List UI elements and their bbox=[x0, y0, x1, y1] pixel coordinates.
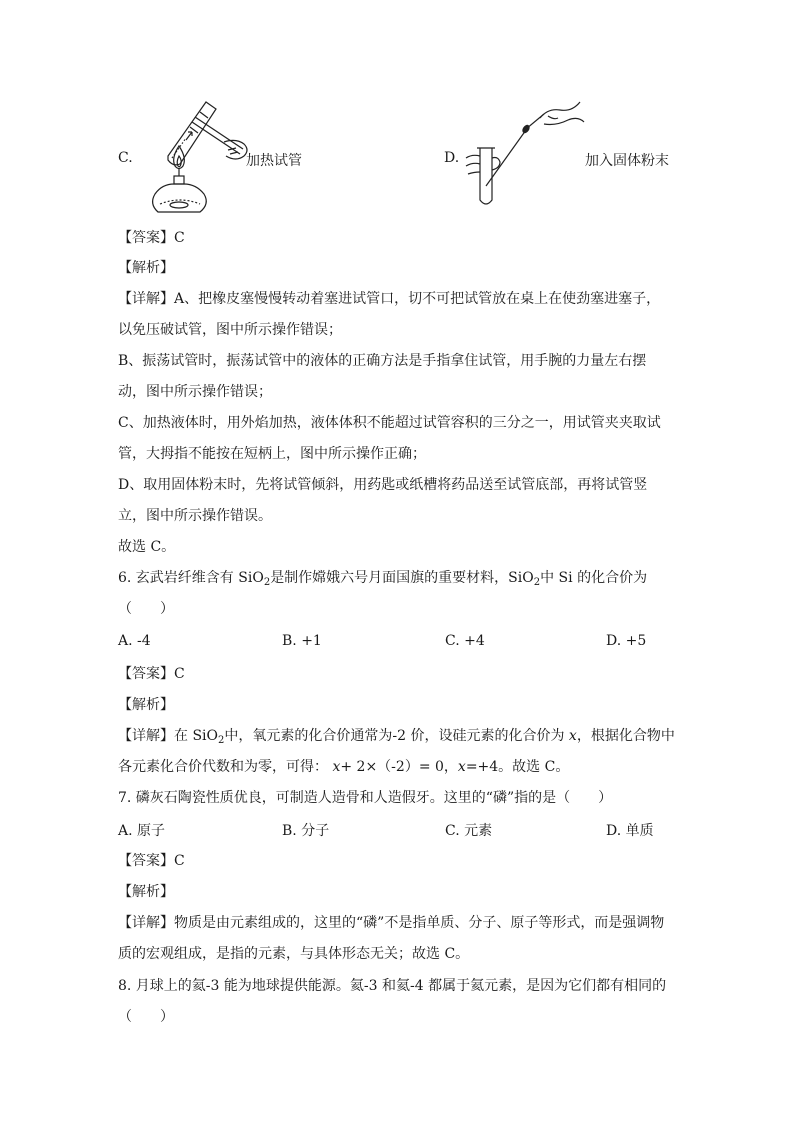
q5-analysis-heading: 【解析】 bbox=[118, 260, 174, 276]
option-d-caption: 加入固体粉末 bbox=[585, 153, 669, 169]
q6-option-d: D. +5 bbox=[606, 633, 647, 649]
q6-option-a: A. -4 bbox=[118, 633, 151, 649]
q5-c-line-2: 管，大拇指不能按在短柄上，图中所示操作正确； bbox=[118, 446, 426, 462]
q6-detail-line-2: 各元素化合价代数和为零，可得： x+ 2×（-2）= 0，x=+4。故选 C。 bbox=[118, 759, 570, 775]
q6-option-c: C. +4 bbox=[445, 633, 485, 649]
q5-c-line-1: C、加热液体时，用外焰加热，液体体积不能超过试管容积的三分之一，用试管夹夹取试 bbox=[118, 415, 661, 431]
q5-d-line-2: 立，图中所示操作错误。 bbox=[118, 508, 272, 524]
q5-answer: 【答案】C bbox=[118, 230, 185, 246]
q7-option-a: A. 原子 bbox=[118, 823, 166, 839]
q7-stem: 7. 磷灰石陶瓷性质优良，可制造人造骨和人造假牙。这里的“磷”指的是（ ） bbox=[118, 790, 613, 806]
q6-option-b: B. +1 bbox=[282, 633, 322, 649]
q7-option-b: B. 分子 bbox=[282, 823, 330, 839]
q7-detail-line-1: 【详解】物质是由元素组成的，这里的“磷”不是指单质、分子、原子等形式，而是强调物 bbox=[118, 915, 665, 931]
q5-detail-line-2: 以免压破试管，图中所示操作错误； bbox=[118, 322, 342, 338]
q7-option-d: D. 单质 bbox=[606, 823, 654, 839]
option-figures-row bbox=[118, 92, 678, 222]
q5-d-line-1: D、取用固体粉末时，先将试管倾斜，用药匙或纸槽将药品送至试管底部，再将试管竖 bbox=[118, 477, 648, 493]
q5-conclusion: 故选 C。 bbox=[118, 539, 176, 555]
adding-powder-figure bbox=[464, 96, 589, 208]
option-d-letter: D. bbox=[444, 150, 460, 166]
q7-answer: 【答案】C bbox=[118, 853, 185, 869]
q8-paren: （ ） bbox=[118, 1009, 174, 1025]
q6-detail-line-1: 【详解】在 SiO$_2$中，氧元素的化合价通常为-2 价，设硅元素的化合价为 x，根据化合物中 bbox=[118, 728, 675, 746]
q8-stem: 8. 月球上的氦-3 能为地球提供能源。氦-3 和氦-4 都属于氦元素，是因为它们都有相同的 bbox=[118, 978, 667, 994]
q6-paren: （ ） bbox=[118, 601, 174, 617]
q7-option-c: C. 元素 bbox=[445, 823, 493, 839]
q6-stem: 6. 玄武岩纤维含有 SiO$_2$是制作嫦娥六号月面国旗的重要材料，SiO$_2$中 Si 的化合价为 bbox=[118, 570, 648, 588]
q5-detail-line-1: 【详解】A、把橡皮塞慢慢转动着塞进试管口，切不可把试管放在桌上在使劲塞进塞子， bbox=[118, 291, 661, 307]
q6-answer: 【答案】C bbox=[118, 666, 185, 682]
q6-analysis-heading: 【解析】 bbox=[118, 697, 174, 713]
q5-b-line-1: B、振荡试管时，振荡试管中的液体的正确方法是手指拿住试管，用手腕的力量左右摆 bbox=[118, 353, 647, 369]
option-c-letter: C. bbox=[118, 150, 133, 166]
q7-detail-line-2: 质的宏观组成，是指的元素，与具体形态无关；故选 C。 bbox=[118, 946, 470, 962]
heating-test-tube-figure bbox=[140, 92, 250, 214]
option-c-caption: 加热试管 bbox=[246, 153, 302, 169]
q5-b-line-2: 动，图中所示操作错误； bbox=[118, 384, 272, 400]
q7-analysis-heading: 【解析】 bbox=[118, 884, 174, 900]
